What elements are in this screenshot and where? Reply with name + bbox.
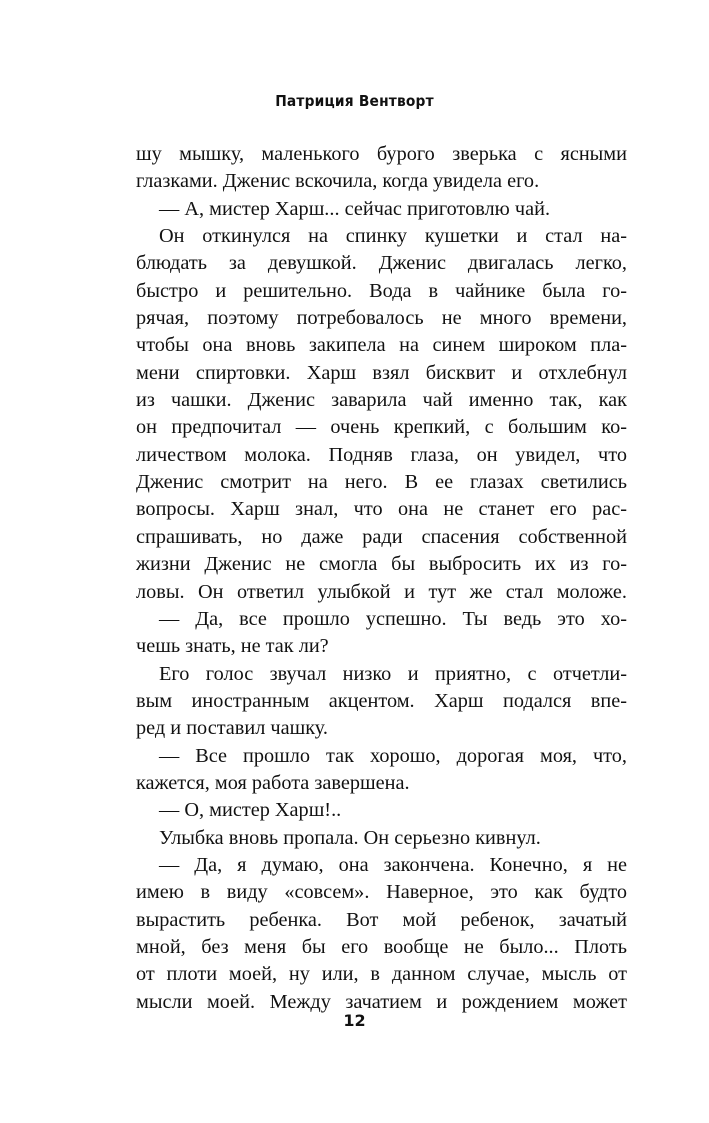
running-head-author: Патриция Вентворт <box>275 92 434 110</box>
text-line: ловы. Он ответил улыбкой и тут же стал моложе. <box>136 580 627 603</box>
text-line: ред и поставил чашку. <box>136 717 328 740</box>
text-line: вым иностранным акцентом. Харш подался впе- <box>136 689 627 712</box>
page-number: 12 <box>343 1011 366 1030</box>
text-line: Он откинулся на спинку кушетки и стал на- <box>159 225 627 248</box>
text-line: глазками. Дженис вскочила, когда увидела его. <box>136 170 540 193</box>
text-line: вырастить ребенка. Вот мой ребенок, зачатый <box>136 908 627 931</box>
text-line: — О, мистер Харш!.. <box>159 799 342 822</box>
text-line: чешь знать, не так ли? <box>136 635 329 658</box>
text-line: вопросы. Харш знал, что она не станет его рас- <box>136 498 627 521</box>
text-line: рячая, поэтому потребовалось не много времени, <box>136 307 627 330</box>
text-line: из чашки. Дженис заварила чай именно так, как <box>136 389 627 412</box>
text-line: жизни Дженис не смогла бы выбросить их из го- <box>136 553 627 576</box>
text-line: — Да, все прошло успешно. Ты ведь это хо- <box>159 607 627 630</box>
text-line: имею в виду «совсем». Наверное, это как будто <box>136 881 627 904</box>
body-text <box>136 141 627 1016</box>
text-line: мной, без меня бы его вообще не было... Плоть <box>136 935 627 958</box>
text-line: — Все прошло так хорошо, дорогая моя, что, <box>159 744 627 767</box>
text-line: он предпочитал — очень крепкий, с большим ко- <box>136 416 627 439</box>
text-line: быстро и решительно. Вода в чайнике была го- <box>136 279 627 302</box>
text-line: от плоти моей, ну или, в данном случае, мысль от <box>136 963 627 986</box>
text-line: кажется, моя работа завершена. <box>136 771 410 794</box>
text-line: шу мышку, маленького бурого зверька с ясными <box>136 143 627 165</box>
text-line: мени спиртовки. Харш взял бисквит и отхлебнул <box>136 361 627 384</box>
text-line: Дженис смотрит на него. В ее глазах светились <box>136 471 627 494</box>
text-line: — А, мистер Харш... сейчас приготовлю чай. <box>159 197 551 220</box>
text-line: — Да, я думаю, она закончена. Конечно, я не <box>159 853 627 876</box>
text-line: личеством молока. Подняв глаза, он увидел, что <box>136 443 627 466</box>
text-line: чтобы она вновь закипела на синем широком пла- <box>136 334 627 357</box>
text-line: спрашивать, но даже ради спасения собственной <box>136 525 627 548</box>
text-line: Улыбка вновь пропала. Он серьезно кивнул. <box>159 826 541 849</box>
text-line: блюдать за девушкой. Дженис двигалась легко, <box>136 252 627 275</box>
text-line: Его голос звучал низко и приятно, с отчетли- <box>159 662 627 685</box>
text-line: мысли моей. Между зачатием и рождением может <box>136 990 627 1013</box>
